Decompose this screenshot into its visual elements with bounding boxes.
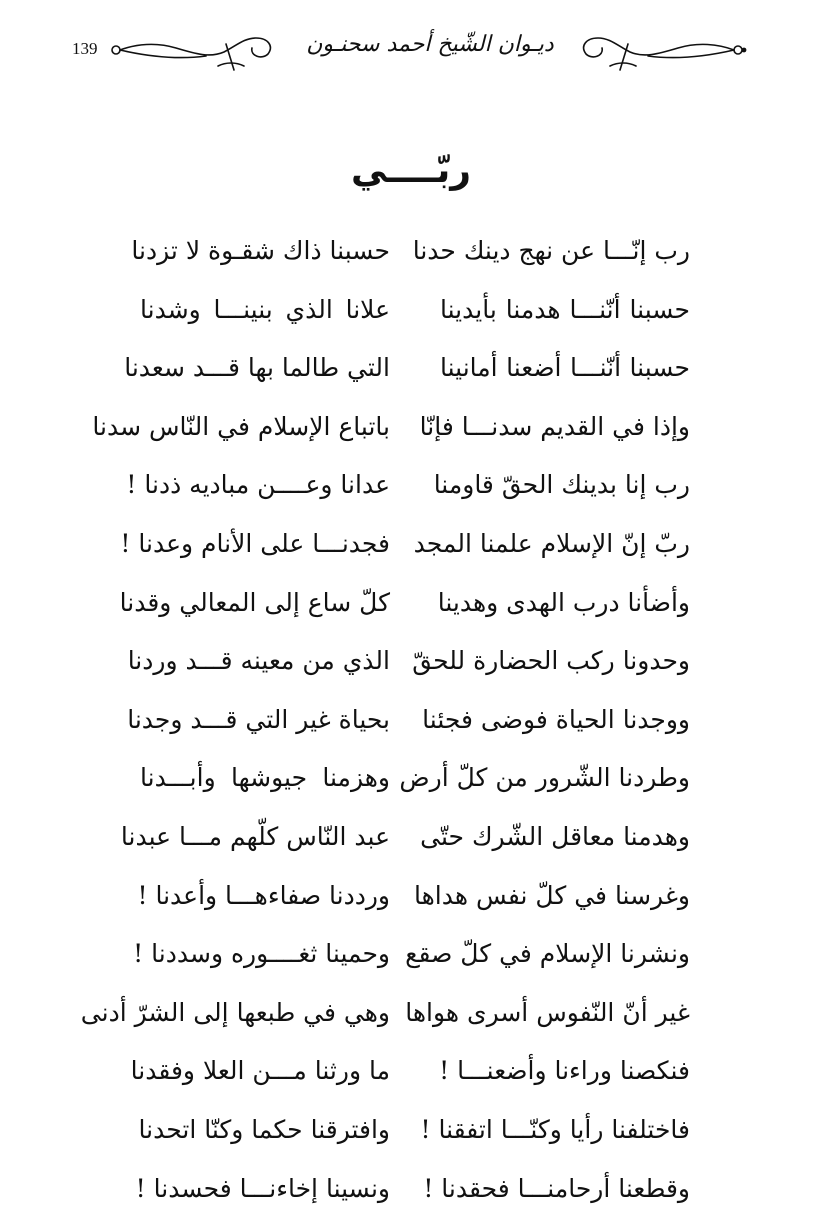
verse-first-hemistich: ربّ إنّ الإسلام علمنا المجد	[440, 529, 690, 558]
verse-line	[130, 990, 690, 1049]
verse-second-hemistich: علانا الذي بنينـــا وشدنا	[140, 295, 390, 324]
verse-first-hemistich: فاختلفنا رأيا وكنّـــا اتفقنا !	[440, 1115, 690, 1144]
verse-first-hemistich: وأضأنا درب الهدى وهدينا	[440, 588, 690, 617]
verse-second-hemistich: وهزمنا جيوشها وأبـــدنا	[140, 763, 390, 792]
verse-second-hemistich: باتباع الإسلام في النّاس سدنا	[140, 412, 390, 441]
verse-first-hemistich: وغرسنا في كلّ نفس هداها	[440, 881, 690, 910]
verse-first-hemistich: فنكصنا وراءنا وأضعنـــا !	[440, 1056, 690, 1085]
verse-second-hemistich: وحمينا ثغــــوره وسددنا !	[140, 939, 390, 968]
verse-second-hemistich: التي طالما بها قـــد سعدنا	[140, 353, 390, 382]
verse-line	[130, 1166, 690, 1224]
verse-first-hemistich: وقطعنا أرحامنـــا فحقدنا !	[440, 1174, 690, 1203]
verse-line	[130, 1048, 690, 1107]
verse-line	[130, 228, 690, 287]
verse-second-hemistich: وافترقنا حكما وكنّا اتحدنا	[140, 1115, 390, 1144]
verse-first-hemistich: رب إنّـــا عن نهج دينك حدنا	[440, 236, 690, 265]
verse-second-hemistich: حسبنا ذاك شقـوة لا تزدنا	[140, 236, 390, 265]
verse-first-hemistich: حسبنا أنّنـــا هدمنا بأيدينا	[440, 295, 690, 324]
verse-line	[130, 931, 690, 990]
swirl-ornament-icon	[106, 26, 276, 74]
poem-body	[130, 228, 690, 1224]
verse-line	[130, 404, 690, 463]
verse-second-hemistich: عدانا وعــــن مباديه ذدنا !	[140, 470, 390, 499]
page-header	[0, 22, 822, 78]
poem-title: ربّــــي	[0, 150, 822, 191]
verse-first-hemistich: ونشرنا الإسلام في كلّ صقع	[440, 939, 690, 968]
verse-second-hemistich: فجدنـــا على الأنام وعدنا !	[140, 529, 390, 558]
verse-line	[130, 287, 690, 346]
verse-line	[130, 462, 690, 521]
verse-second-hemistich: ونسينا إخاءنـــا فحسدنا !	[140, 1174, 390, 1203]
verse-second-hemistich: بحياة غير التي قـــد وجدنا	[140, 705, 390, 734]
verse-first-hemistich: وطردنا الشّرور من كلّ أرض	[440, 763, 690, 792]
swirl-ornament-icon	[578, 26, 748, 74]
verse-second-hemistich: ورددنا صفاءهـــا وأعدنا !	[140, 881, 390, 910]
verse-line	[130, 1107, 690, 1166]
verse-line	[130, 638, 690, 697]
running-title: ديـوان الشّيخ أحمد سحنـون	[300, 32, 560, 57]
verse-second-hemistich: وهي في طبعها إلى الشرّ أدنى	[140, 998, 390, 1027]
verse-line	[130, 345, 690, 404]
verse-line	[130, 755, 690, 814]
page-number: 139	[72, 39, 98, 59]
verse-first-hemistich: حسبنا أنّنـــا أضعنا أمانينا	[440, 353, 690, 382]
verse-line	[130, 873, 690, 932]
verse-second-hemistich: الذي من معينه قـــد وردنا	[140, 646, 390, 675]
verse-line	[130, 697, 690, 756]
verse-first-hemistich: وإذا في القديم سدنـــا فإنّا	[440, 412, 690, 441]
verse-second-hemistich: عبد النّاس كلّهم مـــا عبدنا	[140, 822, 390, 851]
verse-line	[130, 814, 690, 873]
verse-first-hemistich: وهدمنا معاقل الشّرك حتّى	[440, 822, 690, 851]
verse-line	[130, 580, 690, 639]
verse-second-hemistich: كلّ ساع إلى المعالي وقدنا	[140, 588, 390, 617]
verse-second-hemistich: ما ورثنا مـــن العلا وفقدنا	[140, 1056, 390, 1085]
verse-first-hemistich: وحدونا ركب الحضارة للحقّ	[440, 646, 690, 675]
verse-line	[130, 521, 690, 580]
verse-first-hemistich: رب إنا بدينك الحقّ قاومنا	[440, 470, 690, 499]
verse-first-hemistich: ووجدنا الحياة فوضى فجئنا	[440, 705, 690, 734]
verse-first-hemistich: غير أنّ النّفوس أسرى هواها	[440, 998, 690, 1027]
